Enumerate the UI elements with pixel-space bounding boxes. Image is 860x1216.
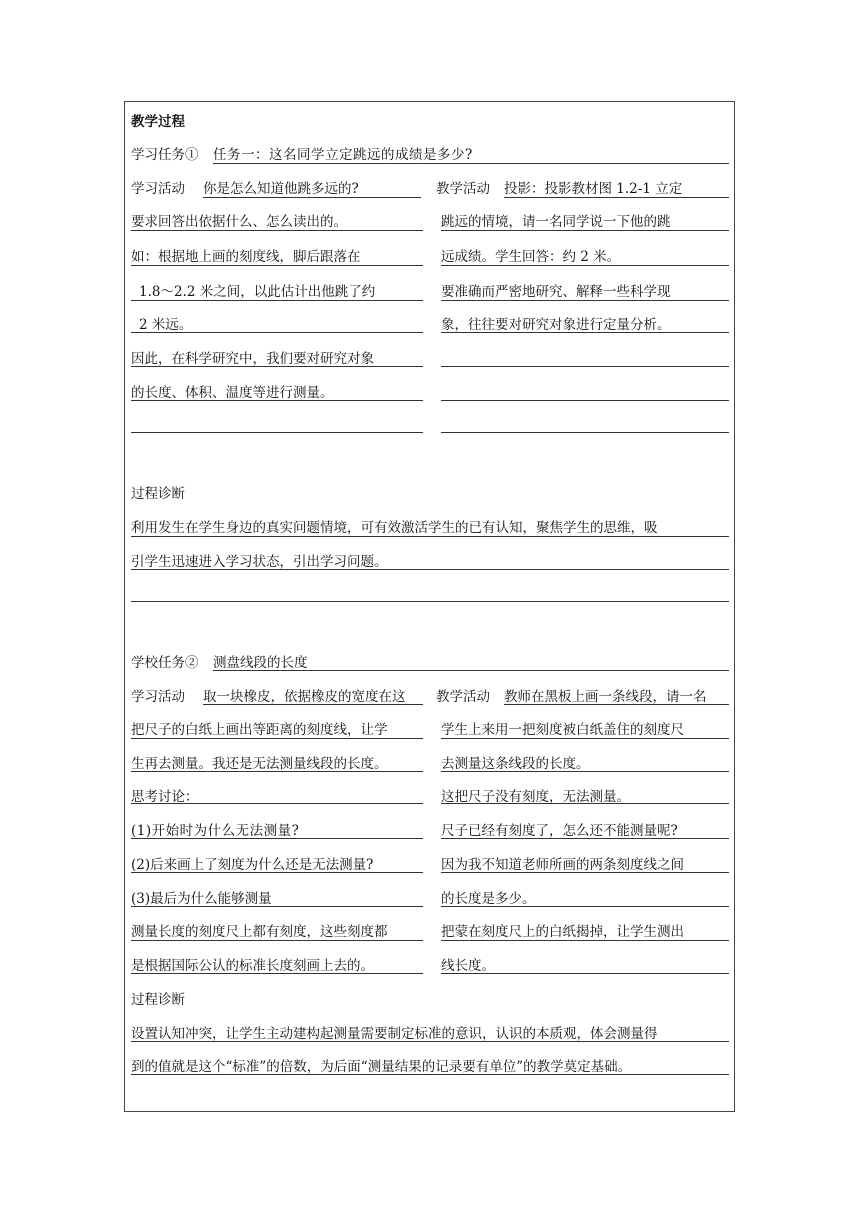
task2-text: 测盘线段的长度 (213, 655, 308, 671)
underline (131, 1041, 729, 1042)
teach2-line: 学生上来用一把刻度被白纸盖住的刻度尺 (441, 722, 684, 738)
underline (441, 432, 729, 433)
underline (441, 940, 729, 941)
underline (131, 569, 729, 570)
teach2-line: 这把尺子没有刻度，无法测量。 (441, 789, 630, 805)
underline (441, 738, 729, 739)
underline (441, 366, 729, 367)
diag2-line: 设置认知冲突，让学生主动建构起测量需要制定标准的意识，认识的本质观，体会测量得 (131, 1026, 658, 1042)
study1-line: 要求回答出依据什么、怎么读出的。 (131, 214, 347, 230)
teach1-line: 远成绩。学生回答：约 2 米。 (441, 249, 621, 265)
task2-label: 学校任务② (131, 655, 199, 671)
study1-line: 因此，在科学研究中，我们要对研究对象 (131, 351, 374, 367)
diag2-line: 到的值就是这个“标准”的倍数，为后面“测量结果的记录要有单位”的教学莫定基础。 (131, 1059, 632, 1075)
underline (504, 197, 729, 198)
underline (131, 400, 423, 401)
study1-line: 的长度、体积、温度等进行测量。 (131, 385, 334, 401)
study1-line: 如：根据地上画的刻度线，脚后跟落在 (131, 249, 361, 265)
teach2-line: 尺子已经有刻度了，怎么还不能测量呢? (441, 823, 678, 839)
underline (441, 973, 729, 974)
study1-line: 你是怎么知道他跳多远的? (203, 181, 359, 197)
underline (131, 265, 423, 266)
study2-label: 学习活动 (131, 689, 185, 705)
underline (441, 872, 729, 873)
study2-line: (1)开始时为什么无法测量? (131, 823, 300, 839)
diag2-label: 过程诊断 (131, 992, 185, 1008)
underline (131, 332, 423, 333)
study2-line: 思考讨论： (131, 789, 199, 805)
study2-line: 测量长度的刻度尺上都有刻度，这些刻度都 (131, 924, 388, 940)
study1-label: 学习活动 (131, 181, 185, 197)
underline (441, 300, 729, 301)
teach2-label: 教学活动 (436, 689, 490, 705)
study2-line: (2)后来画上了刻度为什么还是无法测量? (131, 857, 374, 873)
underline (131, 838, 423, 839)
teach1-line: 跳远的情境，请一名同学说一下他的跳 (441, 214, 671, 230)
teach2-line: 线长度。 (441, 958, 495, 974)
underline (504, 704, 729, 705)
section-title: 教学过程 (131, 114, 185, 130)
study1-line: 1.8～2.2 米之间，以此估计出他跳了约 (139, 284, 376, 300)
underline (441, 400, 729, 401)
study2-line: 取一块橡皮，依据橡皮的宽度在这 (203, 689, 406, 705)
teach2-line: 把蒙在刻度尺上的白纸揭掉，让学生测出 (441, 924, 684, 940)
underline (131, 940, 423, 941)
diag1-line: 引学生迅速进入学习状态，引出学习问题。 (131, 554, 388, 570)
underline (131, 803, 423, 804)
study2-line: (3)最后为什么能够测量 (131, 891, 272, 907)
underline (131, 366, 423, 367)
underline (441, 838, 729, 839)
study1-line: 2 米远。 (139, 317, 193, 333)
teach1-label: 教学活动 (436, 181, 490, 197)
underline (441, 230, 729, 231)
study2-line: 是根据国际公认的标准长度刻画上去的。 (131, 958, 374, 974)
teach2-line: 因为我不知道老师所画的两条刻度线之间 (441, 857, 684, 873)
study2-line: 把尺子的白纸上画出等距离的刻度线，让学 (131, 722, 388, 738)
underline (131, 771, 423, 772)
underline (131, 536, 729, 537)
underline (131, 973, 423, 974)
underline (441, 803, 729, 804)
underline (213, 163, 729, 164)
task1-text: 任务一：这名同学立定跳远的成绩是多少? (213, 147, 473, 163)
underline (131, 230, 423, 231)
task1-label: 学习任务① (131, 147, 199, 163)
underline (213, 670, 729, 671)
underline (203, 704, 423, 705)
underline (441, 771, 729, 772)
teach2-line: 教师在黑板上画一条线段，请一名 (504, 689, 707, 705)
underline (131, 601, 729, 602)
underline (131, 738, 423, 739)
study2-line: 生再去测量。我还是无法测量线段的长度。 (131, 756, 388, 772)
underline (441, 906, 729, 907)
teach1-line: 投影：投影教材图 1.2-1 立定 (504, 181, 683, 197)
underline (131, 432, 423, 433)
underline (131, 872, 423, 873)
underline (203, 197, 421, 198)
diag1-label: 过程诊断 (131, 486, 185, 502)
teach2-line: 去测量这条线段的长度。 (441, 756, 590, 772)
teach1-line: 象，往往要对研究对象进行定量分析。 (441, 317, 671, 333)
underline (441, 332, 729, 333)
diag1-line: 利用发生在学生身边的真实问题情境，可有效激活学生的已有认知，聚焦学生的思维，吸 (131, 520, 658, 536)
underline (131, 1074, 729, 1075)
underline (131, 906, 423, 907)
teach1-line: 要准确而严密地研究、解释一些科学现 (441, 284, 671, 300)
teach2-line: 的长度是多少。 (441, 891, 536, 907)
underline (441, 265, 729, 266)
underline (131, 300, 423, 301)
